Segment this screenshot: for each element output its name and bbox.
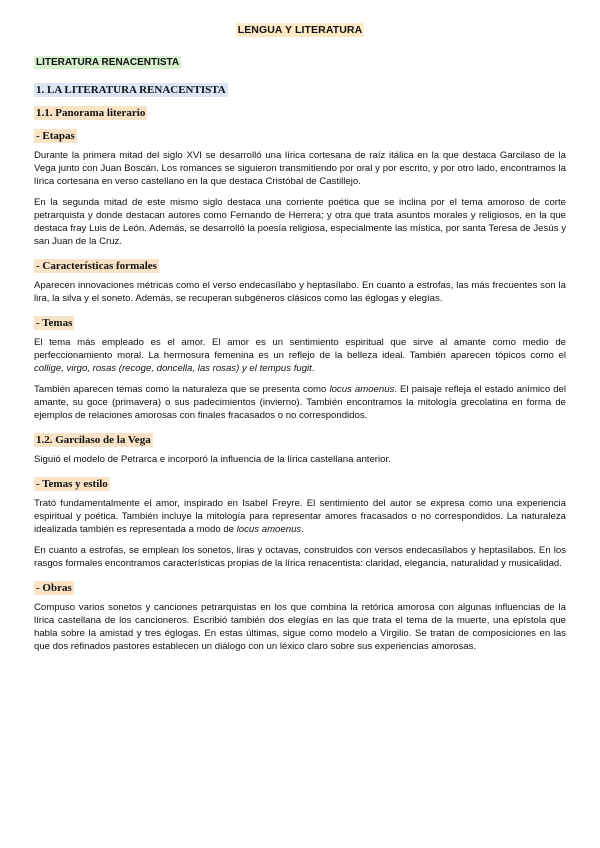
heading-1-1: 1.1. Panorama literario: [36, 107, 146, 119]
temas-paragraph-2: También aparecen temas como la naturaleza que se presenta como locus amoenus. El paisaje refleja el estado anímico del amante, su goce (primavera) o sus padecimientos (invierno). También encontramos la mitología grecolatina en forma de ejemplos de relaciones amorosas con finales fracasados o no correspondidos.: [34, 384, 566, 421]
etapas-paragraph-2: En la segunda mitad de este mismo siglo destaca una corriente poética que se inclina por el tema amoroso de corte petrarquista y donde destacan autores como Fernando de Herrera; y otra que trata asuntos morales y religiosos, en la que destaca fray Luis de León. Además, se desarrolló la poesía religiosa, especialmente las mística, por santa Teresa de Jesús y san Juan de la Cruz.: [34, 197, 566, 247]
obras-paragraph: Compuso varios sonetos y canciones petrarquistas en los que combina la retórica amorosa con algunas influencias de la lírica castellana de los cancioneros. Escribió también dos elegías en las que trata el tema de la muerte, una epístola que habla sobre la amistad y tres églogas. En estas últimas, sigue como modelo a Virgilio. Se tratan de composiciones en las que dos refinados pastores establecen un diálogo con un léxico claro sobre sus experiencias amorosas.: [34, 602, 566, 652]
caracteristicas-paragraph: Aparecen innovaciones métricas como el verso endecasílabo y heptasílabo. En cuanto a estrofas, las más frecuentes son la lira, la silva y el soneto. Además, se recuperan subgéneros clásicos como las églogas y elegías.: [34, 280, 566, 304]
temas-estilo-paragraph-1: Trató fundamentalmente el amor, inspirado en Isabel Freyre. El sentimiento del autor se expresa como una experiencia espiritual y poética. También incluye la mitología para representar amores fracasados o no correspondidos. La naturaleza idealizada también es representada a modo de locus amoenus.: [34, 498, 566, 535]
document-title: LENGUA Y LITERATURA: [237, 24, 363, 36]
heading-etapas: - Etapas: [36, 130, 75, 142]
heading-1-2: 1.2. Garcilaso de la Vega: [36, 434, 151, 446]
heading-temas: - Temas: [36, 317, 73, 329]
garcilaso-intro: Siguió el modelo de Petrarca e incorporó la influencia de la lírica castellana anterior.: [34, 454, 391, 465]
heading-1: 1. LA LITERATURA RENACENTISTA: [36, 84, 226, 96]
temas-estilo-paragraph-2: En cuanto a estrofas, se emplean los sonetos, liras y octavas, construidos con versos endecasílabos y heptasílabos. En los rasgos formales encontramos características propias de la lírica renacentista: claridad, elegancia, naturalidad y musicalidad.: [34, 545, 566, 569]
etapas-paragraph-1: Durante la primera mitad del siglo XVI se desarrolló una lírica cortesana de raíz itálica en la que destaca Garcilaso de la Vega junto con Juan Boscán. Los romances se siguieron transmitiendo por oral y por escrito, y por otro lado, encontramos la lírica cortesana en verso castellano en la que destaca Cristóbal de Castillejo.: [34, 150, 566, 187]
heading-temas-estilo: - Temas y estilo: [36, 478, 108, 490]
document-page: [34, 20, 566, 661]
temas-paragraph-1: El tema más empleado es el amor. El amor es un sentimiento espiritual que sirve al amante como medio de perfeccionamiento moral. La hermosura femenina es un reflejo de la belleza ideal. También aparecen tópicos como el collige, virgo, rosas (recoge, doncella, las rosas) y el tempus fugit.: [34, 337, 566, 374]
heading-obras: - Obras: [36, 582, 72, 594]
section-heading: LITERATURA RENACENTISTA: [36, 57, 180, 68]
heading-caracteristicas: - Características formales: [36, 260, 157, 272]
title-wrap: [34, 20, 566, 38]
